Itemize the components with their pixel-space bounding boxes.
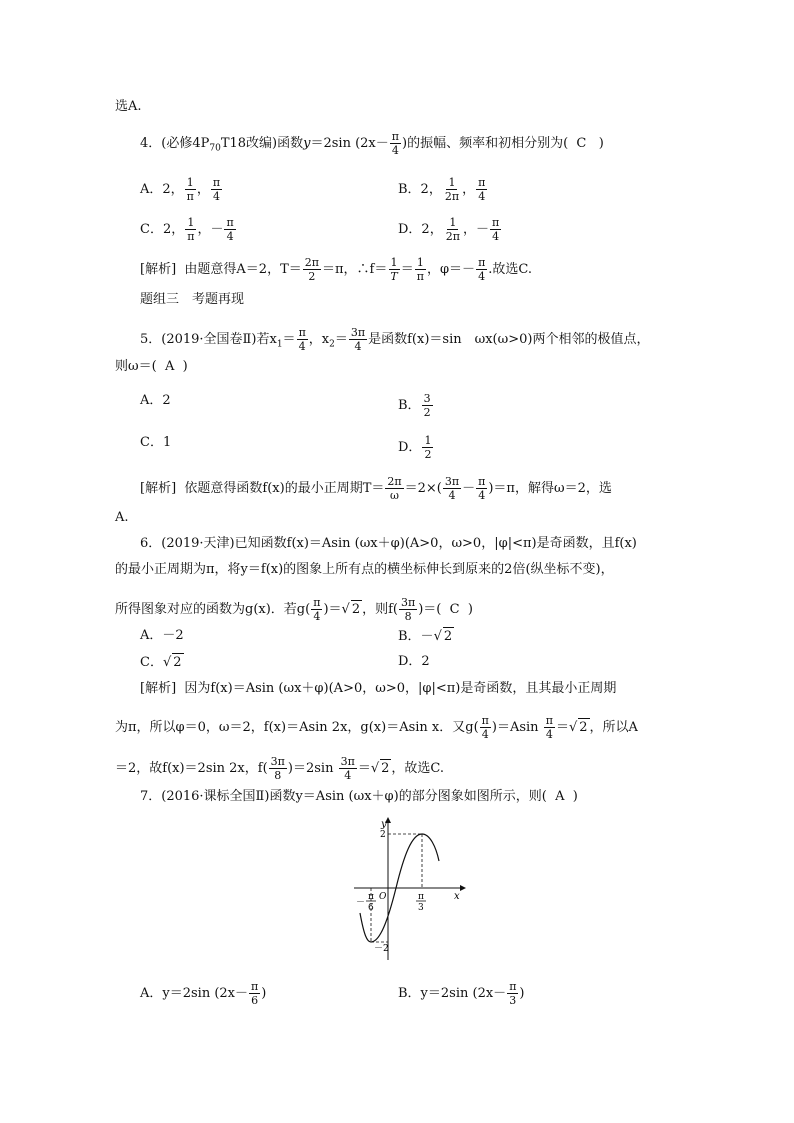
y-min-label: －2: [374, 944, 389, 954]
x-axis-label: x: [454, 891, 460, 902]
analysis-tag: [解析]: [140, 481, 177, 496]
y-max-label: 2: [380, 830, 386, 840]
q7-answer: A: [555, 789, 565, 804]
q4-option-c[interactable]: C．2， $\frac{1}{\pi}$ ，－ $\frac{\pi}{4}$: [140, 216, 234, 243]
q6-analysis-line3: ＝2，故f(x)＝2sin 2x，f( $\frac{3\pi}{8}$ )＝2sin $\frac{3\pi}{4}$ ＝√ 2 ，故选C.: [115, 755, 445, 782]
q4-option-a[interactable]: A．2， $\frac{1}{\pi}$ ， $\frac{\pi}{4}$: [140, 176, 221, 203]
q7-function-graph: [350, 815, 470, 965]
q4-option-b[interactable]: B．2， $\frac{1}{2\pi}$ ， $\frac{\pi}{4}$: [398, 176, 486, 203]
q4-stem: 4．(必修$4P_{70}T18$改编)函数y＝2sin (2x－ $\frac{\pi}{4}$ )的振幅、频率和初相分别为( C ): [140, 130, 604, 157]
q4-analysis: [解析] 由题意得A＝2，T＝ $\frac{2\pi}{2}$ ＝π，∴f＝ $\frac{1}{T}$ ＝ $\frac{1}{\pi}$ ，φ＝－ $\frac{\pi}{4}$ .故选C.: [140, 256, 533, 283]
q5-option-d[interactable]: D． $\frac{1}{2}$: [398, 434, 432, 461]
analysis-tag: [解析]: [140, 681, 177, 696]
x-right-num: π: [418, 892, 424, 902]
q6-option-a[interactable]: A．－2: [140, 628, 184, 643]
q5-stem-line2: 则ω＝( A ): [115, 359, 188, 374]
q6-option-c[interactable]: C．√ 2: [140, 655, 182, 670]
origin-label: O: [379, 892, 387, 902]
analysis-tag: [解析]: [140, 262, 177, 277]
q6-option-d[interactable]: D．2: [398, 654, 430, 669]
q6-stem-line3: 所得图象对应的函数为g(x)．若g( $\frac{\pi}{4}$ )＝√ 2 ，则f( $\frac{3\pi}{8}$ )＝( C ): [115, 596, 473, 623]
q5-option-a[interactable]: A．2: [140, 393, 171, 408]
x-left-den: 6: [368, 903, 374, 913]
q5-answer: A: [164, 359, 175, 374]
x-axis-arrow: [460, 885, 466, 891]
q5-stem: 5．(2019·全国卷Ⅱ)若$x_1=$ $\frac{\pi}{4}$ ，$x_2=$ $\frac{3\pi}{4}$ 是函数f(x)＝sin ωx(ω>0)两个相邻的极值点，: [140, 326, 650, 353]
q5-analysis-line2: A.: [115, 510, 129, 525]
q7-option-b[interactable]: B．y＝2sin (2x－ $\frac{\pi}{3}$ ): [398, 980, 525, 1007]
x-left-num: π: [368, 892, 374, 902]
q7-stem: 7．(2016·课标全国Ⅱ)函数y＝Asin (ωx＋φ)的部分图象如图所示，则( A ): [140, 789, 578, 804]
q4-answer: C: [576, 136, 587, 151]
previous-answer-tail: 选A.: [115, 99, 142, 114]
x-right-den: 3: [418, 903, 424, 913]
q6-analysis-line2: 为π，所以φ＝0，ω＝2，f(x)＝Asin 2x，g(x)＝Asin x．又g( $\frac{\pi}{4}$ )＝Asin $\frac{\pi}{4}$ ＝√ 2 ，所以A: [115, 714, 638, 741]
q5-option-b[interactable]: B． $\frac{3}{2}$: [398, 392, 431, 419]
q6-stem-line1: 6．(2019·天津)已知函数f(x)＝Asin (ωx＋φ)(A>0，ω>0，|φ|<π)是奇函数，且f(x): [140, 536, 637, 551]
q7-option-a[interactable]: A．y＝2sin (2x－ $\frac{\pi}{6}$ ): [140, 980, 267, 1007]
x-left-sign: －: [356, 898, 366, 908]
q5-option-c[interactable]: C．1: [140, 435, 172, 450]
q4-option-d[interactable]: D．2， $\frac{1}{2\pi}$ ，－ $\frac{\pi}{4}$: [398, 216, 500, 243]
group-heading: 题组三 考题再现: [140, 292, 245, 307]
y-axis-label: y: [381, 819, 387, 830]
q6-answer: C: [449, 602, 460, 617]
q6-option-b[interactable]: B．－√ 2: [398, 629, 453, 644]
q6-stem-line2: 的最小正周期为π，将y＝f(x)的图象上所有点的横坐标伸长到原来的2倍(纵坐标不变)，: [115, 562, 614, 577]
q6-analysis-line1: [解析] 因为f(x)＝Asin (ωx＋φ)(A>0，ω>0，|φ|<π)是奇函数，且其最小正周期: [140, 681, 617, 696]
q5-analysis: [解析] 依题意得函数f(x)的最小正周期T＝ $\frac{2\pi}{\omega}$ ＝2×( $\frac{3\pi}{4}$ － $\frac{\pi}{4}$ )＝π，解得ω＝2，选: [140, 475, 612, 502]
